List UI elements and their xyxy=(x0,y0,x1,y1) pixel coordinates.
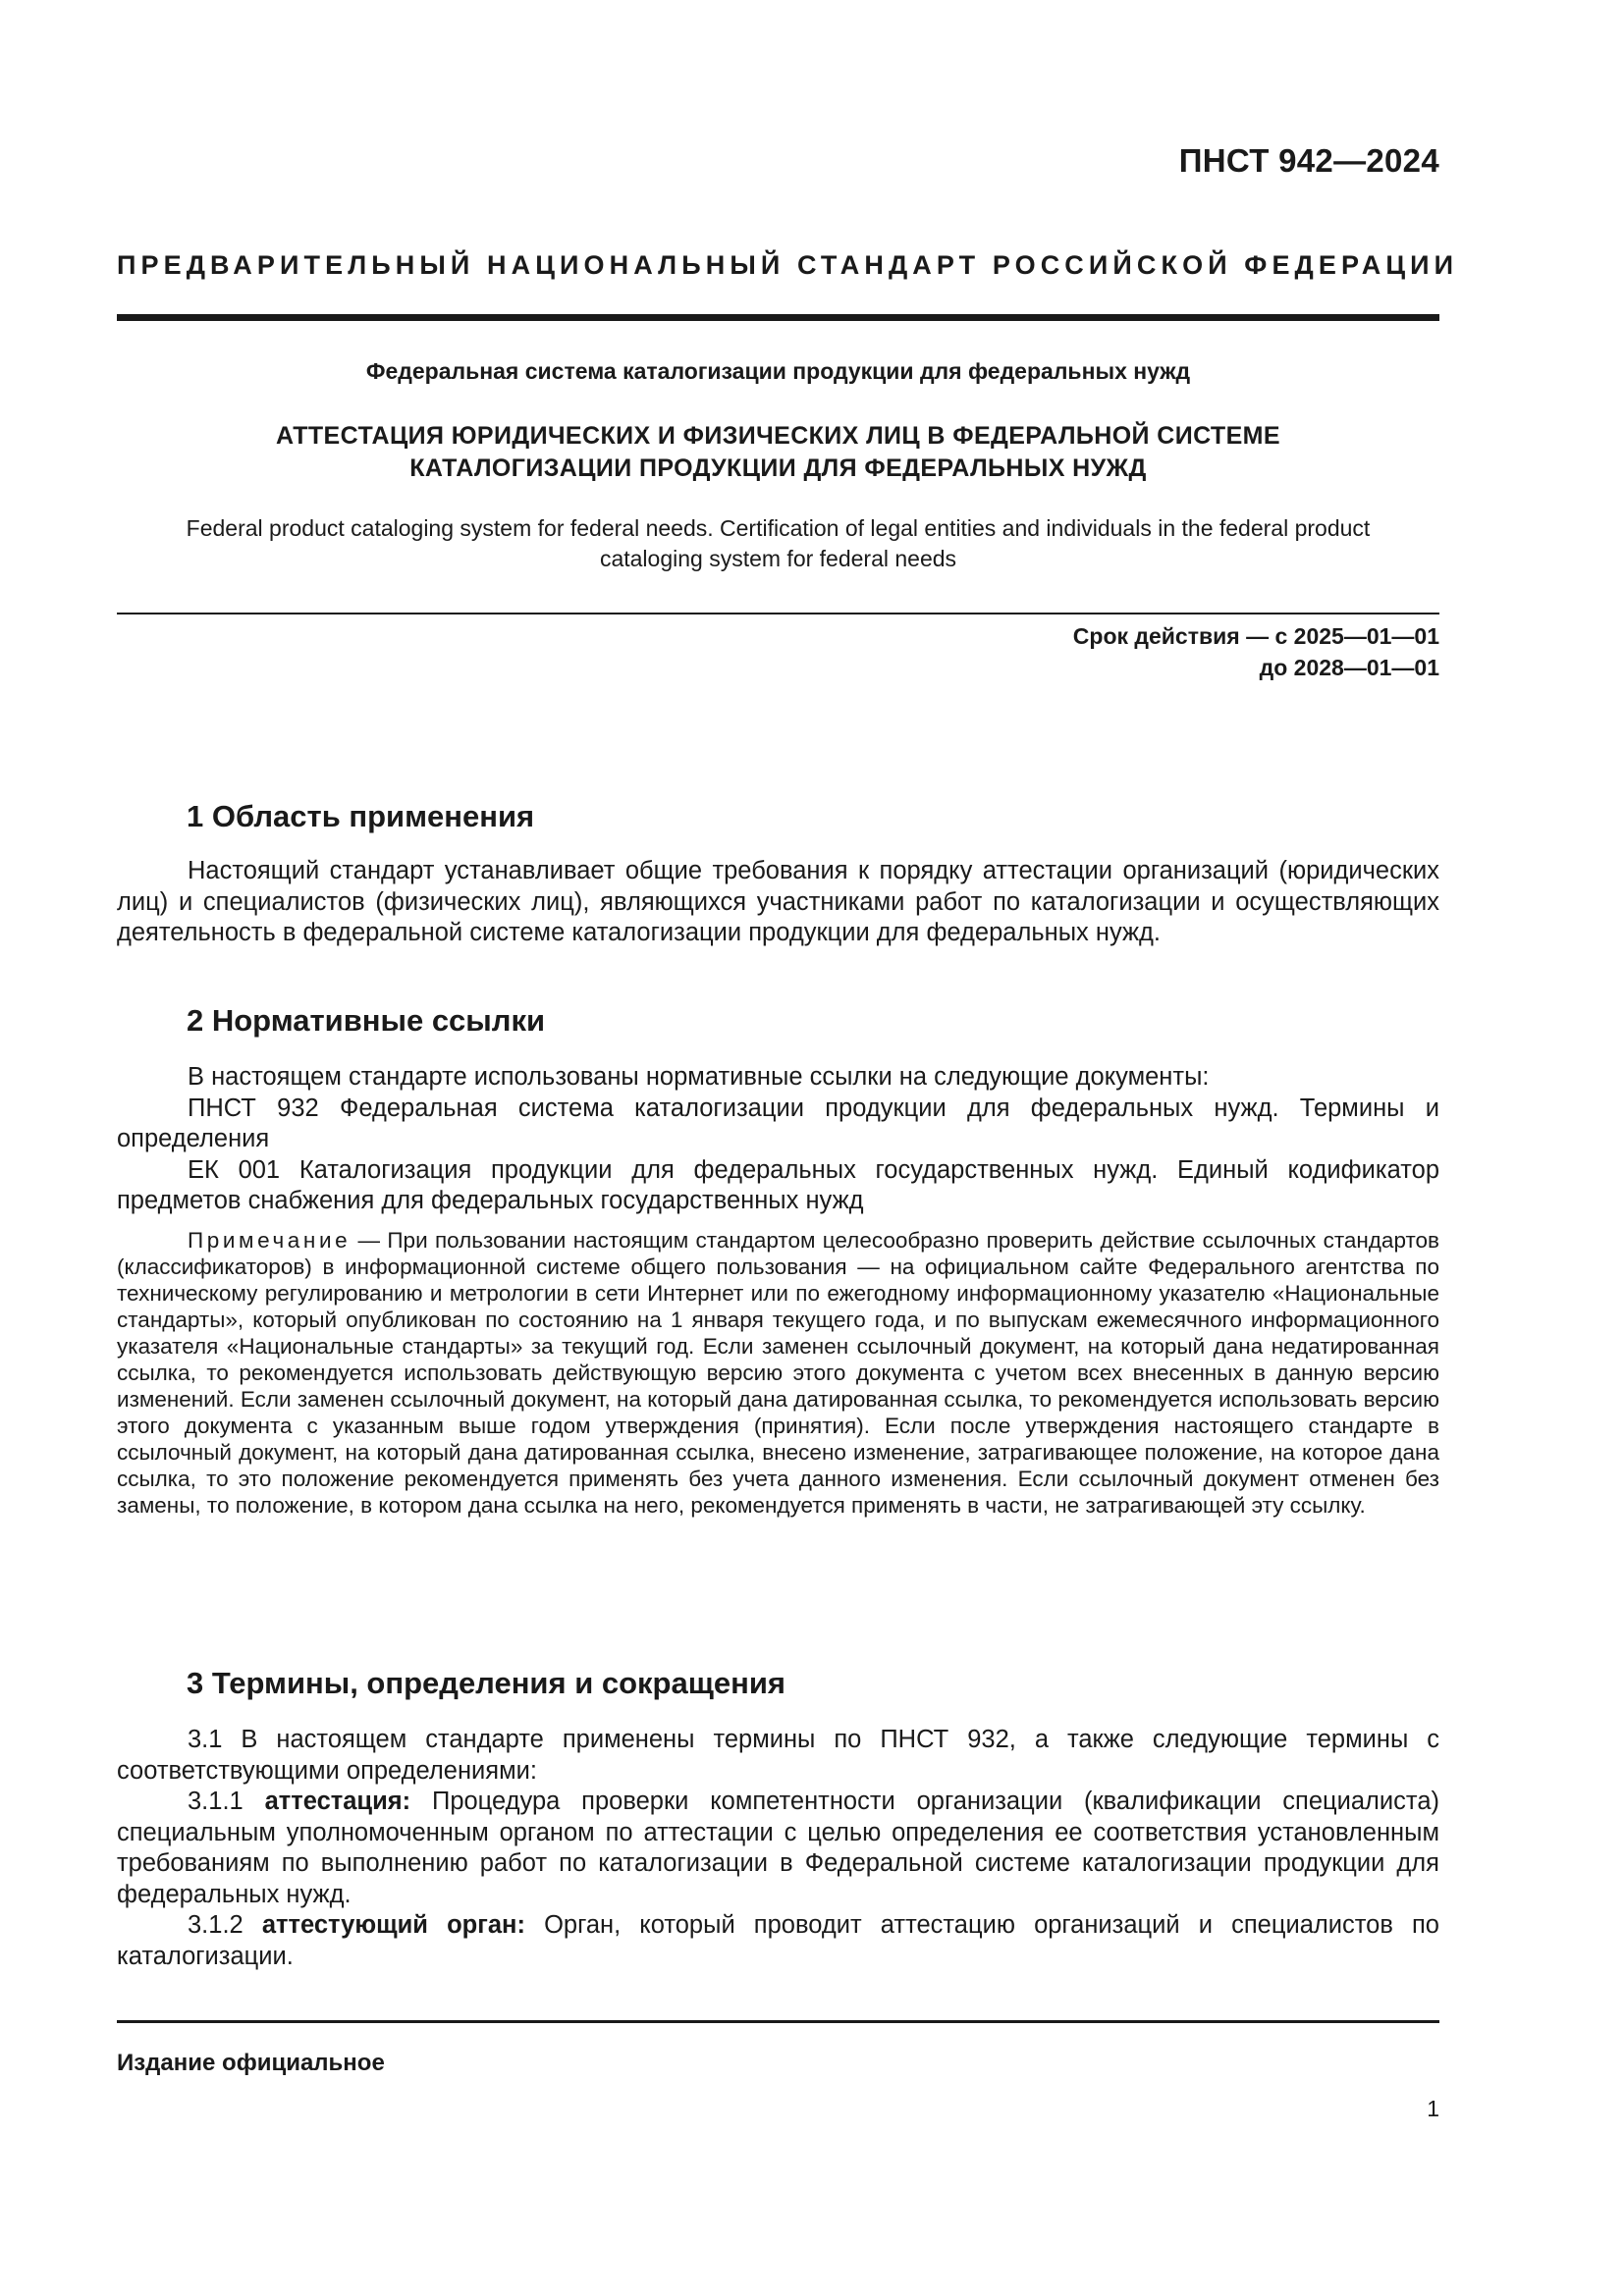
main-title xyxy=(117,420,1439,485)
term-name: аттестация: xyxy=(264,1788,411,1815)
english-title-line-2: cataloging system for federal needs xyxy=(599,546,957,571)
term-text: Процедура проверки компетентности организации (квалификации специалиста) специальным уполномоченным органом по аттестации с целью определения ее соответствия установленным требованиям по выполнению работ по каталогизации в Федеральной системе каталогизации продукции для федеральных нужд. xyxy=(117,1788,1439,1908)
section-heading: 2 Нормативные ссылки xyxy=(187,1003,546,1038)
reference-item: ПНСТ 932 Федеральная система каталогизации продукции для федеральных нужд. Термины и определения xyxy=(117,1094,1439,1152)
header-divider xyxy=(117,314,1439,321)
section-terms xyxy=(117,1664,1439,1972)
main-title-line-2: КАТАЛОГИЗАЦИИ ПРОДУКЦИИ ДЛЯ ФЕДЕРАЛЬНЫХ НУЖД xyxy=(409,454,1147,482)
english-title xyxy=(117,513,1439,574)
note-label: Примечание xyxy=(188,1227,352,1253)
note-text: — При пользовании настоящим стандартом целесообразно проверить действие ссылочных стандартов (классификаторов) в информационной системе общего пользования — на официальном сайте Федерального агентства по техническому регулированию и метрологии в сети Интернет или по ежегодному информационному указателю «Национальные стандарты», который опубликован по состоянию на 1 января текущего года, и по выпускам ежемесячного информационного указателя «Национальные стандарты» за текущий год. Если заменен ссылочный документ, на который дана недатированная ссылка, то рекомендуется использовать действующую версию этого документа с учетом всех внесенных в данную версию изменений. Если заменен ссылочный документ, на который дана датированная ссылка, то рекомендуется использовать версию этого документа с указанным выше годом утверждения (принятия). Если после утверждения настоящего стандарте в ссылочный документ, на который дана датированная ссылка, внесено изменение, затрагивающее положение, на которое дана ссылка, то это положение рекомендуется применять без учета данного изменения. Если ссылочный документ отменен без замены, то положение, в котором дана ссылка на него, рекомендуется применять в части, не затрагивающей эту ссылку. xyxy=(117,1227,1439,1518)
document-page xyxy=(117,0,1459,2296)
validity-period xyxy=(1073,620,1439,683)
term-definition xyxy=(117,1910,1439,1972)
terms-clause-3-1: 3.1 В настоящем стандарте применены термины по ПНСТ 932, а также следующие термины с соответствующими определениями: xyxy=(117,1726,1439,1785)
term-number: 3.1.2 xyxy=(188,1911,262,1939)
term-name: аттестующий орган: xyxy=(261,1911,525,1939)
series-title: Федеральная система каталогизации продукции для федеральных нужд xyxy=(365,358,1191,384)
section-heading: 1 Область применения xyxy=(187,799,535,833)
section-paragraph: Настоящий стандарт устанавливает общие требования к порядку аттестации организаций (юридических лиц) и специалистов (физических лиц), являющихся участниками работ по каталогизации и осуществляющих деятельность в федеральной системе каталогизации продукции для федеральных нужд. xyxy=(117,857,1439,946)
term-text: Орган, который проводит аттестацию организаций и специалистов по каталогизации. xyxy=(117,1911,1439,1970)
section-scope xyxy=(117,797,1439,949)
validity-end: до 2028—01—01 xyxy=(1259,655,1439,680)
term-definition xyxy=(117,1787,1439,1910)
page-number: 1 xyxy=(1427,2096,1439,2121)
validity-start: Срок действия — с 2025—01—01 xyxy=(1072,623,1439,649)
reference-item: ЕК 001 Каталогизация продукции для федеральных государственных нужд. Единый кодификатор предметов снабжения для федеральных государственных нужд xyxy=(117,1155,1439,1214)
references-intro: В настоящем стандарте использованы нормативные ссылки на следующие документы: xyxy=(188,1063,1210,1091)
english-title-line-1: Federal product cataloging system for federal needs. Certification of legal entities and individuals in the federal product xyxy=(186,515,1371,541)
section-heading: 3 Термины, определения и сокращения xyxy=(187,1666,785,1700)
footer-divider xyxy=(117,2020,1439,2023)
term-number: 3.1.1 xyxy=(188,1788,265,1815)
official-edition-label: Издание официальное xyxy=(117,2050,385,2076)
title-divider xyxy=(117,613,1439,614)
section-normative-references xyxy=(117,1001,1439,1519)
document-code: ПНСТ 942—2024 xyxy=(1178,142,1439,179)
references-note xyxy=(117,1227,1439,1519)
document-type: ПРЕДВАРИТЕЛЬНЫЙ НАЦИОНАЛЬНЫЙ СТАНДАРТ РОССИЙСКОЙ ФЕДЕРАЦИИ xyxy=(117,250,1459,280)
main-title-line-1: АТТЕСТАЦИЯ ЮРИДИЧЕСКИХ И ФИЗИЧЕСКИХ ЛИЦ В ФЕДЕРАЛЬНОЙ СИСТЕМЕ xyxy=(276,422,1280,450)
